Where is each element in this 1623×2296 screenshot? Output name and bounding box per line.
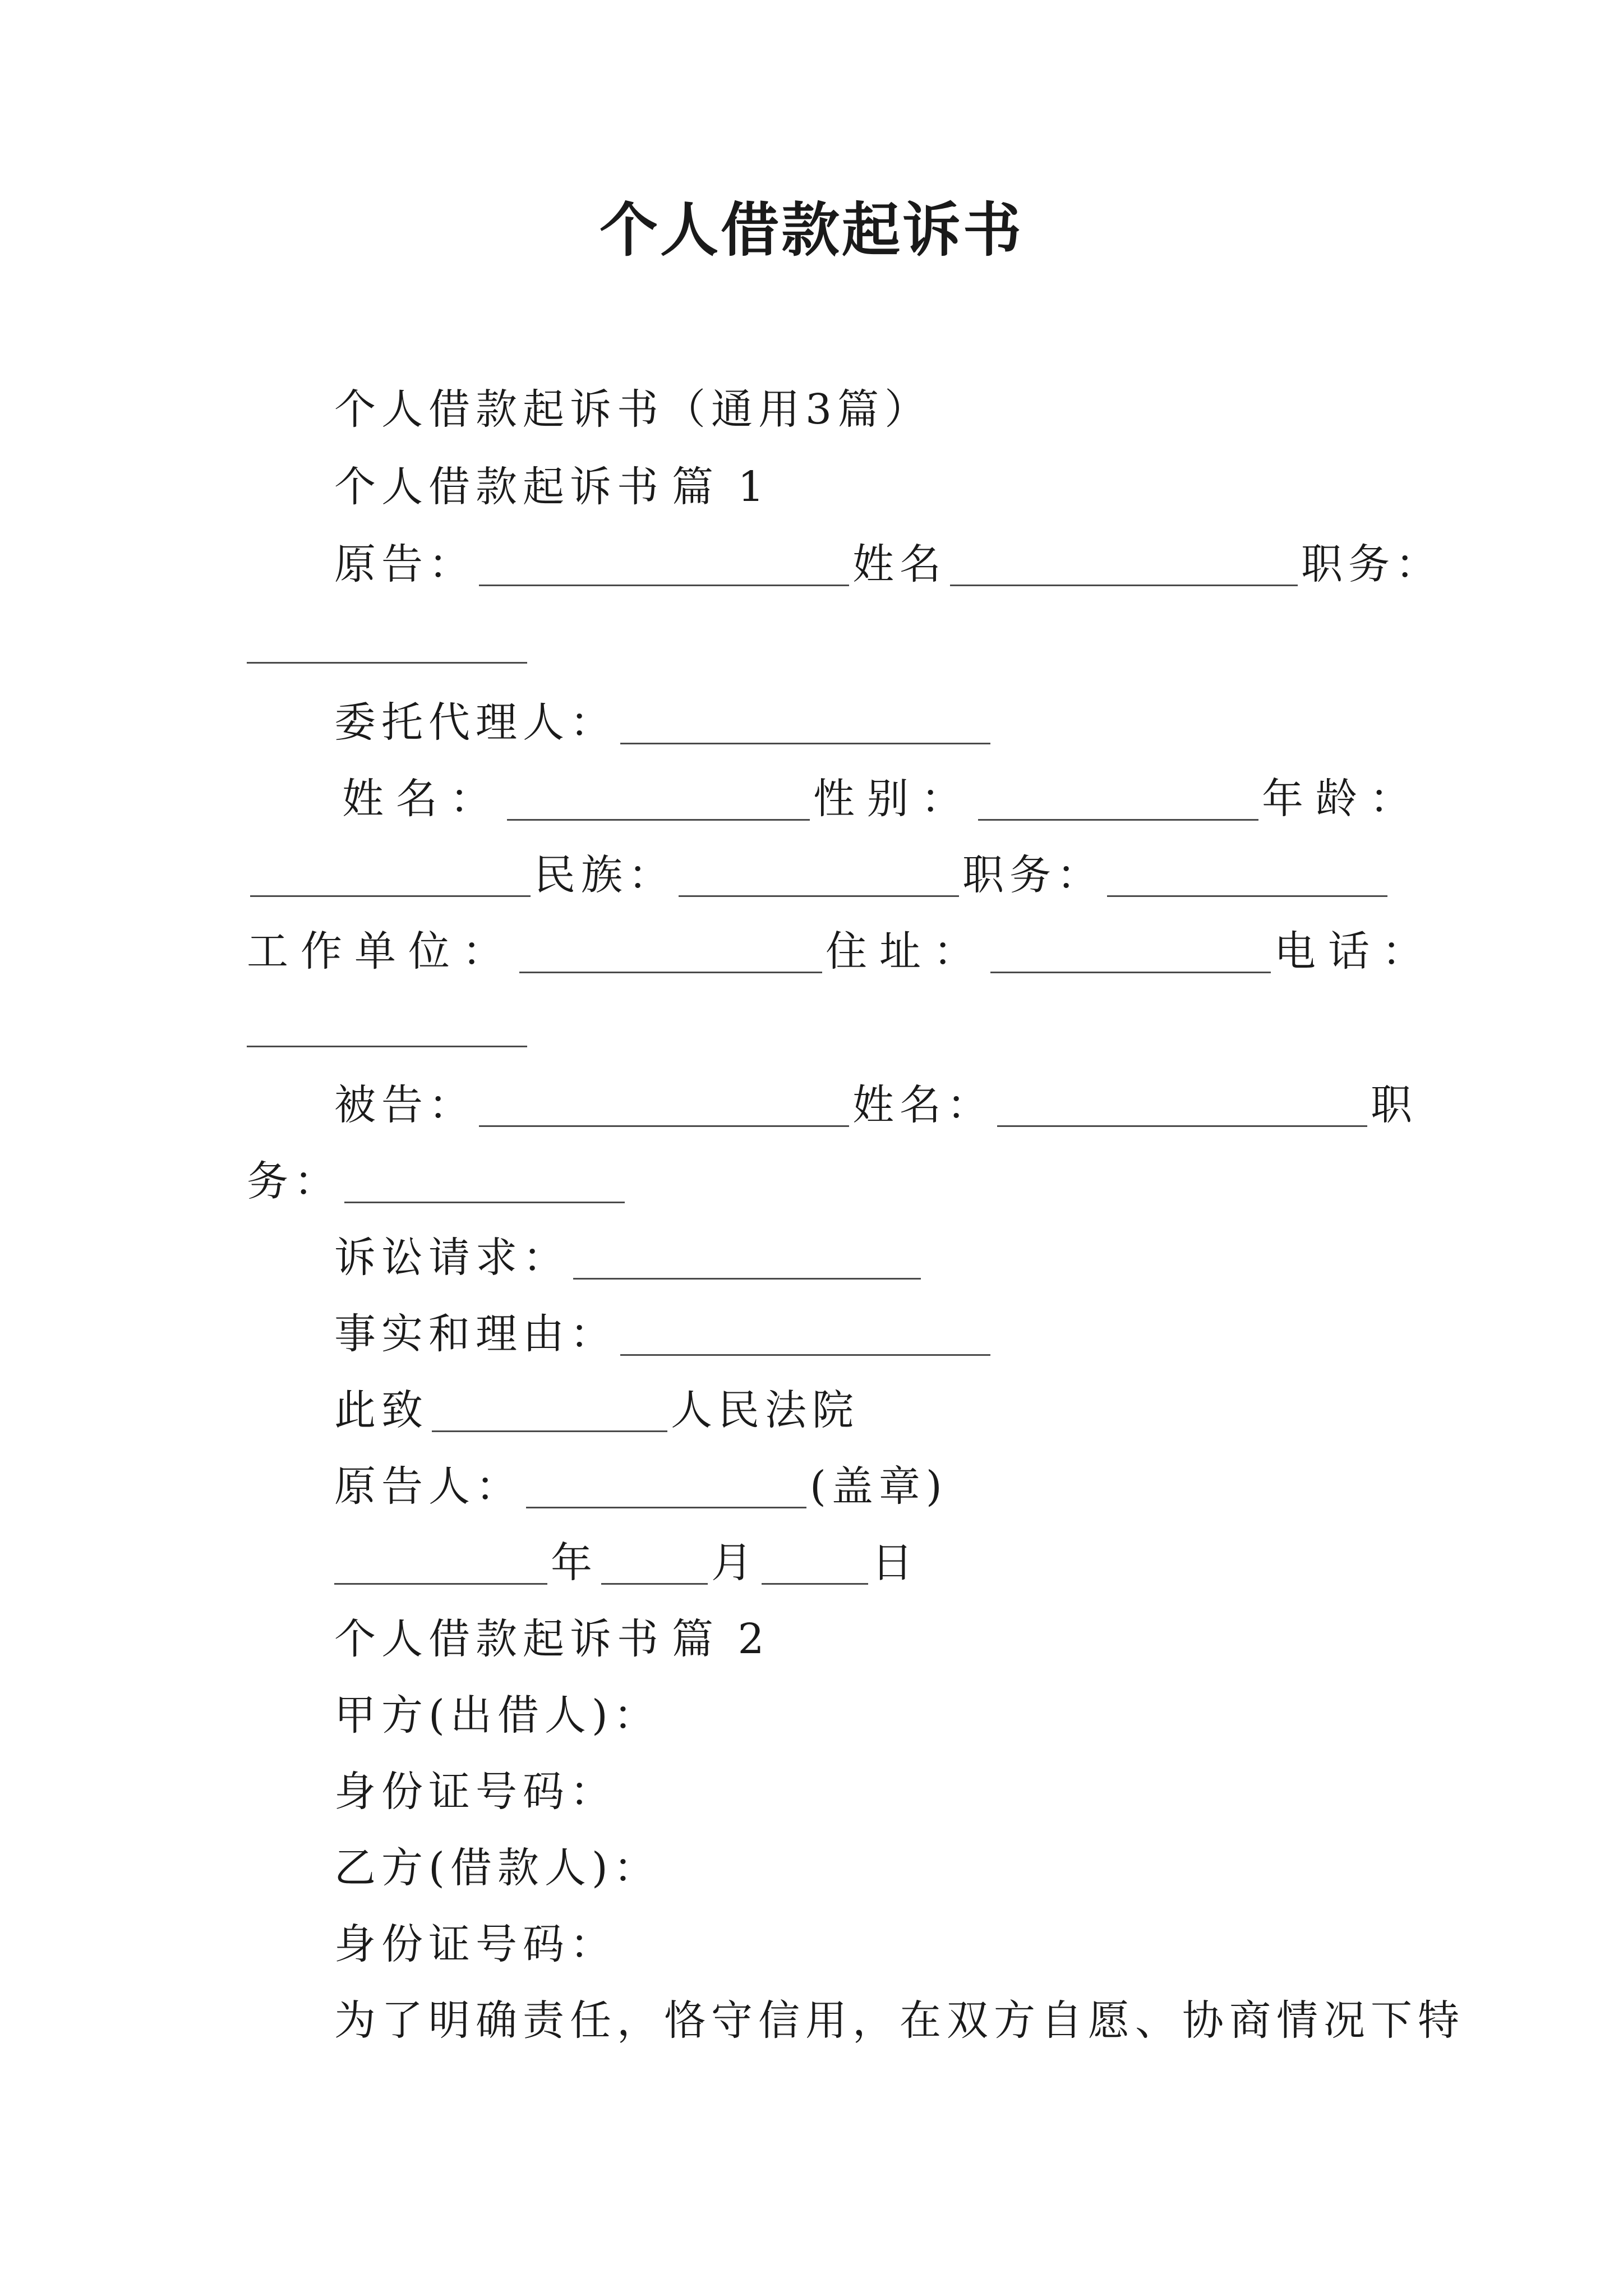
facts-line: [334, 1300, 994, 1368]
agent-blank: [620, 743, 990, 744]
agent-gender-blank: [978, 819, 1258, 821]
facts-label: 事实和理由：: [334, 1310, 617, 1358]
agent-ethnicity-blank: [679, 895, 959, 897]
defendant-label: 被告：: [334, 1081, 476, 1129]
plaintiff-position-label: 职务：: [1301, 540, 1442, 588]
agent-name-blank: [507, 819, 810, 821]
agent-age-label: 年龄：: [1262, 775, 1423, 823]
agent-line: [334, 689, 994, 756]
to-court-line: [334, 1377, 859, 1444]
agent-label: 委托代理人：: [334, 698, 617, 747]
agent-workplace-label: 工作单位：: [247, 927, 516, 976]
part1-heading: [334, 453, 770, 521]
agent-gender-label: 性别：: [813, 775, 975, 823]
to-label: 此致: [334, 1386, 428, 1434]
court-blank: [432, 1430, 667, 1432]
signer-line: [334, 1453, 948, 1520]
year-blank: [334, 1583, 547, 1585]
plaintiff-line: [334, 531, 1442, 598]
day-label: 日: [872, 1539, 919, 1587]
agent-position-label: 职务：: [962, 851, 1104, 899]
page-title: 个人借款起诉书: [599, 195, 1023, 264]
defendant-name-label: 姓名：: [852, 1081, 994, 1129]
agent-workplace-blank: [519, 972, 822, 973]
seal-label: (盖章): [810, 1462, 948, 1511]
defendant-name-blank: [997, 1125, 1367, 1127]
part2-heading-suffix: 篇 2: [672, 1615, 770, 1663]
day-blank: [762, 1583, 868, 1585]
claims-blank: [573, 1278, 921, 1280]
agent-age-blank: [250, 895, 531, 897]
agent-phone-label: 电话：: [1274, 927, 1436, 976]
agent-ethnicity-label: 民族：: [534, 851, 675, 899]
court-label: 人民法院: [671, 1386, 859, 1434]
borrower-label: 乙方(借款人)：: [334, 1844, 661, 1892]
signer-blank: [526, 1507, 806, 1508]
claims-label: 诉讼请求：: [334, 1234, 570, 1282]
plaintiff-position-blank: [247, 662, 527, 664]
agent-phone-blank: [247, 1046, 527, 1047]
part1-heading-suffix: 篇 1: [672, 463, 770, 511]
agent-workplace-line: [247, 918, 1436, 985]
defendant-position-line: [247, 1148, 628, 1215]
borrower-id-label: 身份证号码：: [334, 1920, 617, 1968]
agent-name-label: 姓名：: [342, 775, 504, 823]
date-line: [334, 1529, 919, 1596]
year-label: 年: [551, 1539, 598, 1587]
month-label: 月: [711, 1539, 758, 1587]
intro-text: 为了明确责任，恪守信用，在双方自愿、协商情况下特: [334, 1996, 1465, 2045]
lender-id-label: 身份证号码：: [334, 1768, 617, 1816]
agent-address-label: 住址：: [826, 927, 987, 976]
facts-blank: [620, 1354, 990, 1356]
plaintiff-name-blank: [950, 585, 1298, 586]
agent-position-blank: [1107, 895, 1387, 897]
defendant-position-label-start: 职: [1371, 1081, 1418, 1129]
part2-heading-text: 个人借款起诉书: [334, 1615, 664, 1663]
plaintiff-blank: [479, 585, 849, 586]
part1-heading-text: 个人借款起诉书: [334, 463, 664, 511]
plaintiff-label: 原告：: [334, 540, 476, 588]
defendant-line: [334, 1071, 1418, 1139]
agent-name-line: [342, 765, 1423, 832]
agent-address-blank: [990, 972, 1271, 973]
subtitle: 个人借款起诉书（通用3篇）: [334, 385, 932, 434]
defendant-position-blank: [344, 1202, 625, 1203]
part2-heading: [334, 1605, 770, 1673]
signer-label: 原告人：: [334, 1462, 523, 1511]
lender-label: 甲方(出借人)：: [334, 1691, 661, 1740]
agent-ethnicity-line: [247, 841, 1391, 909]
month-blank: [601, 1583, 708, 1585]
defendant-position-label-end: 务：: [247, 1157, 341, 1205]
defendant-blank: [479, 1125, 849, 1127]
plaintiff-name-label: 姓名: [852, 540, 947, 588]
claims-line: [334, 1224, 924, 1291]
